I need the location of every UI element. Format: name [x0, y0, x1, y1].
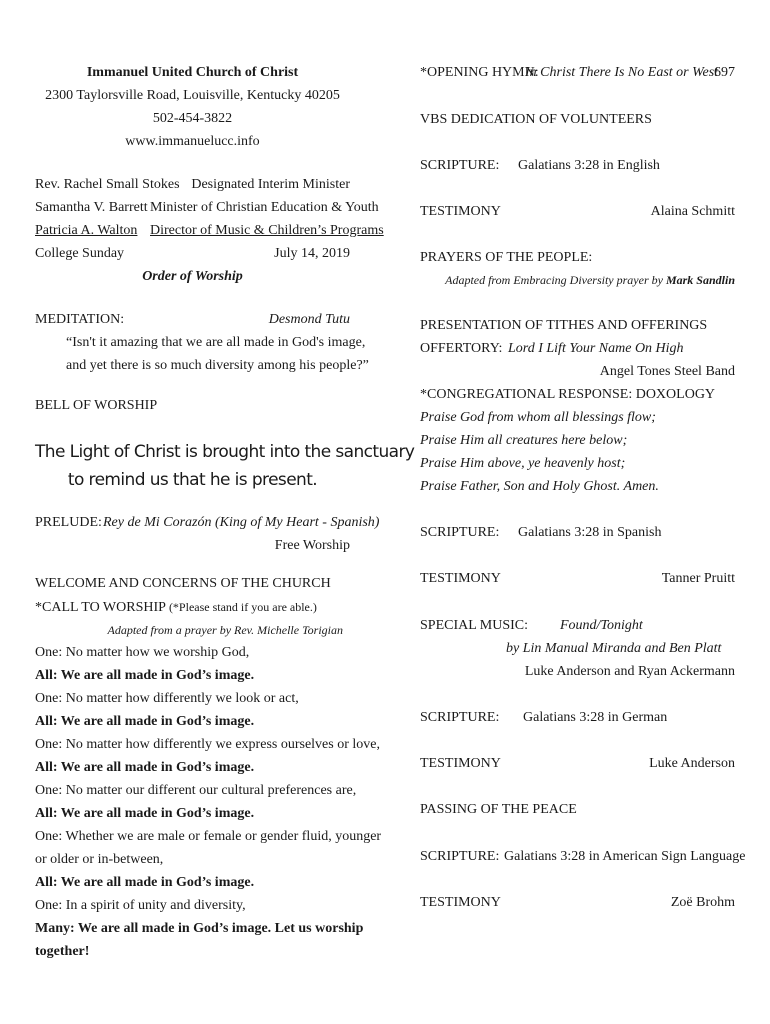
church-address: 2300 Taylorsville Road, Louisville, Kentucky 40205 [45, 88, 340, 103]
doxology-line: Praise Father, Son and Holy Ghost. Amen. [420, 479, 659, 494]
litany-line: One: No matter how differently we look or act, [35, 691, 299, 706]
prayers-label: PRAYERS OF THE PEOPLE: [420, 250, 593, 265]
prayers-source-text: Adapted from Embracing Diversity prayer by [445, 273, 663, 287]
special-music-title: Found/Tonight [560, 618, 643, 633]
litany-line: One: Whether we are male or female or gender fluid, younger [35, 829, 382, 844]
litany-line: All: We are all made in God’s image. [35, 806, 255, 821]
scripture-text: Galatians 3:28 in English [518, 158, 660, 173]
meditation-quote: “Isn't it amazing that we are all made in God's image, [66, 335, 366, 350]
bell-of-worship: BELL OF WORSHIP [35, 398, 158, 413]
testimony-name: Tanner Pruitt [661, 571, 735, 586]
litany-line: One: No matter our different our cultural preferences are, [35, 783, 357, 798]
opening-hymn-label: *OPENING HYMN: [420, 65, 539, 80]
scripture-label: SCRIPTURE: [420, 849, 500, 864]
doxology-line: Praise Him all creatures here below; [420, 433, 628, 448]
testimony-label: TESTIMONY [420, 756, 501, 771]
church-website: www.immanuelucc.info [125, 134, 260, 149]
litany-line: All: We are all made in God’s image. [35, 714, 255, 729]
service-date: July 14, 2019 [274, 246, 350, 261]
scripture-label: SCRIPTURE: [420, 710, 500, 725]
passing-of-peace: PASSING OF THE PEACE [420, 802, 577, 817]
call-to-worship-label-text: *CALL TO WORSHIP [35, 600, 166, 615]
welcome-heading: WELCOME AND CONCERNS OF THE CHURCH [35, 576, 331, 591]
litany-line: All: We are all made in God’s image. [35, 875, 255, 890]
litany-line: Many: We are all made in God’s image. Let us worship [35, 921, 364, 936]
offertory-performer: Angel Tones Steel Band [599, 364, 735, 379]
scripture-text: Galatians 3:28 in German [523, 710, 668, 725]
litany-line: One: In a spirit of unity and diversity, [35, 898, 246, 913]
litany-line: All: We are all made in God’s image. [35, 668, 255, 683]
testimony-label: TESTIMONY [420, 204, 501, 219]
staff-role: Designated Interim Minister [191, 177, 350, 192]
tithes-heading: PRESENTATION OF TITHES AND OFFERINGS [420, 318, 708, 333]
staff-name: Patricia A. Walton [35, 223, 138, 238]
doxology-line: Praise Him above, ye heavenly host; [420, 456, 626, 471]
church-phone: 502-454-3822 [152, 111, 233, 126]
litany-line: or older or in-between, [35, 852, 164, 867]
staff-role: Minister of Christian Education & Youth [150, 200, 379, 215]
testimony-name: Zoë Brohm [670, 895, 735, 910]
prelude-title: Rey de Mi Corazón (King of My Heart - Spanish) [103, 515, 380, 530]
testimony-name: Alaina Schmitt [650, 204, 735, 219]
prelude-performer: Free Worship [274, 538, 350, 553]
litany-line: together! [35, 944, 90, 959]
staff-name: Samantha V. Barrett [35, 200, 148, 215]
vbs-dedication: VBS DEDICATION OF VOLUNTEERS [420, 112, 652, 127]
scripture-text: Galatians 3:28 in American Sign Language [504, 849, 746, 864]
litany-line: One: No matter how we worship God, [35, 645, 250, 660]
offertory-label: OFFERTORY: [420, 341, 503, 356]
testimony-label: TESTIMONY [420, 895, 501, 910]
scripture-text: Galatians 3:28 in Spanish [518, 525, 662, 540]
meditation-quote: and yet there is so much diversity among his people?” [66, 358, 369, 373]
testimony-label: TESTIMONY [420, 571, 501, 586]
prelude-label: PRELUDE: [35, 515, 102, 530]
special-music-composer: by Lin Manual Miranda and Ben Platt [506, 641, 722, 656]
opening-hymn-number: 697 [714, 65, 735, 80]
call-to-worship-source: Adapted from a prayer by Rev. Michelle Torigian [107, 623, 343, 637]
doxology-label: *CONGREGATIONAL RESPONSE: DOXOLOGY [420, 387, 716, 402]
scripture-label: SCRIPTURE: [420, 525, 500, 540]
call-to-worship-note: (*Please stand if you are able.) [168, 600, 317, 614]
testimony-name: Luke Anderson [649, 756, 735, 771]
meditation-label: MEDITATION: [35, 312, 125, 327]
doxology-line: Praise God from whom all blessings flow; [420, 410, 656, 425]
service-name: College Sunday [35, 246, 125, 261]
prayers-author: Mark Sandlin [665, 273, 735, 287]
call-to-worship-label [35, 599, 317, 616]
meditation-author: Desmond Tutu [268, 312, 350, 327]
order-of-worship-title: Order of Worship [142, 269, 243, 284]
litany-line: One: No matter how differently we express ourselves or love, [35, 737, 380, 752]
staff-role: Director of Music & Children’s Programs [150, 223, 384, 238]
special-music-label: SPECIAL MUSIC: [420, 618, 529, 633]
prayers-source [430, 272, 735, 288]
special-music-performers: Luke Anderson and Ryan Ackermann [524, 664, 735, 679]
opening-hymn-title: In Christ There Is No East or West [525, 65, 719, 80]
staff-name: Rev. Rachel Small Stokes [35, 177, 180, 192]
offertory-title: Lord I Lift Your Name On High [508, 341, 684, 356]
litany-line: All: We are all made in God’s image. [35, 760, 255, 775]
church-name: Immanuel United Church of Christ [86, 65, 299, 80]
light-of-christ-line1: The Light of Christ is brought into the sanctuary [35, 442, 415, 462]
light-of-christ-line2: to remind us that he is present. [67, 470, 318, 490]
scripture-label: SCRIPTURE: [420, 158, 500, 173]
